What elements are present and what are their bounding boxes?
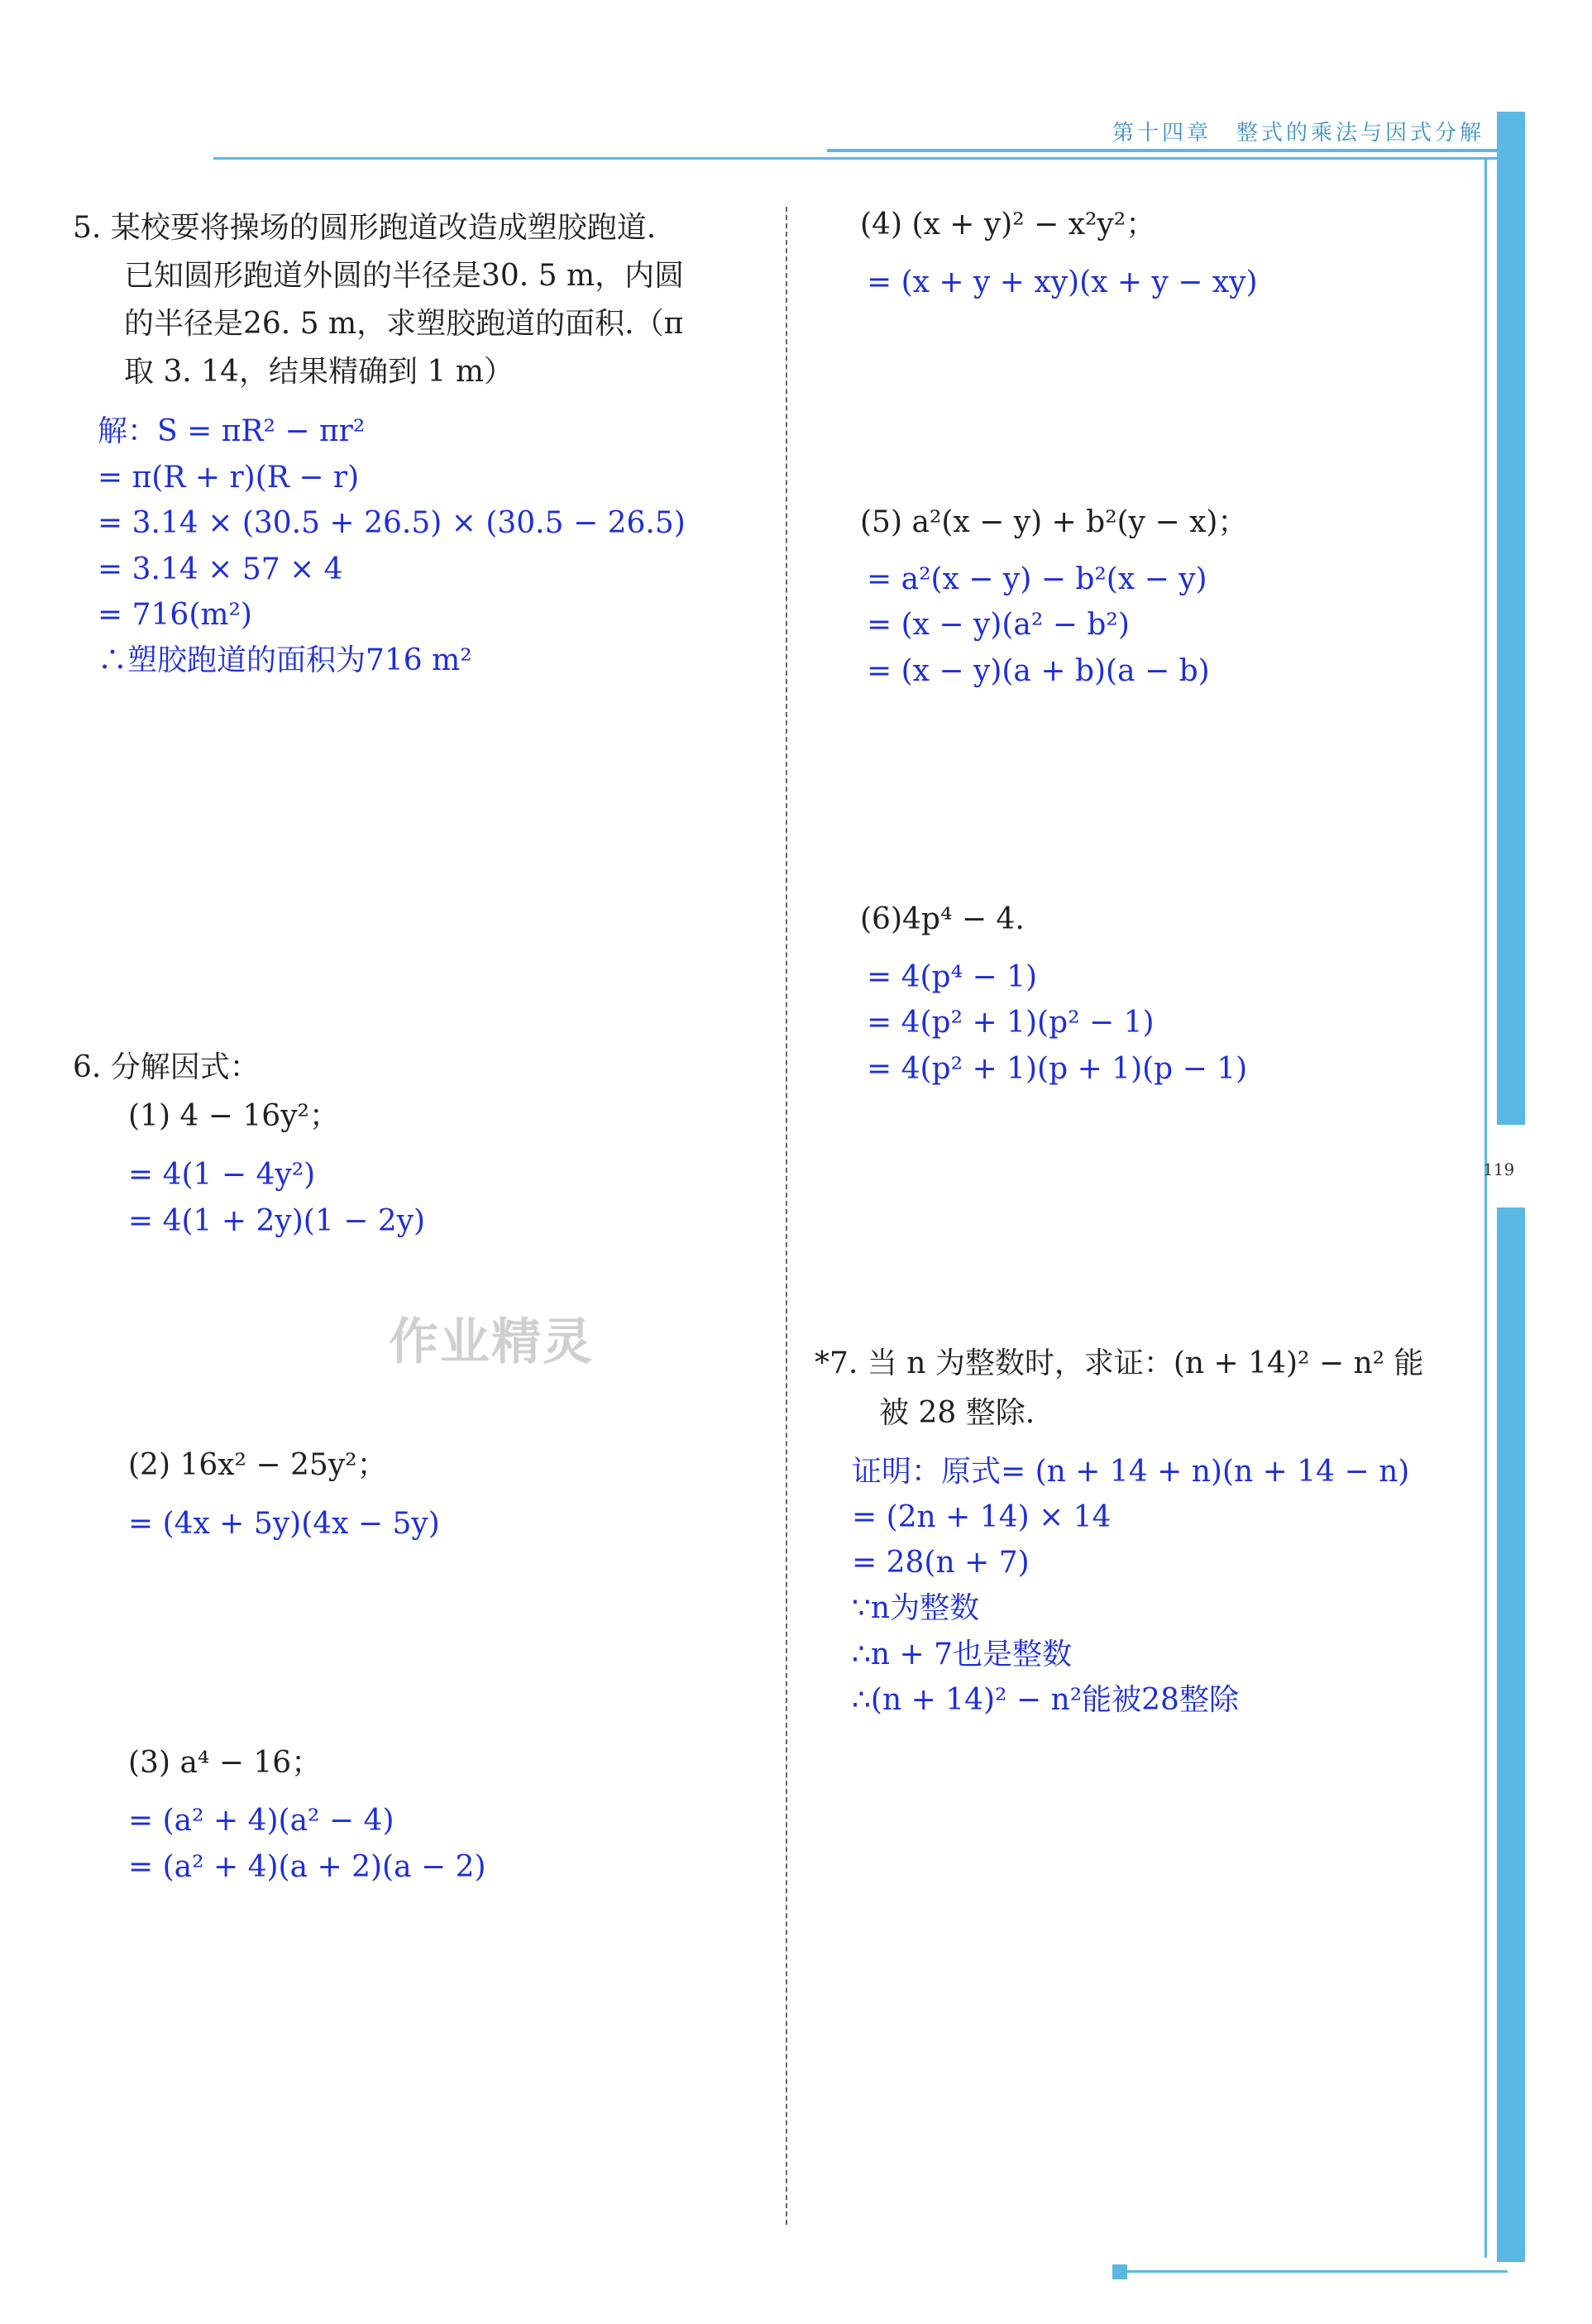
bottom-rule (1127, 2270, 1508, 2273)
q6-title: 6. 分解因式： (73, 1050, 260, 1084)
q5-answer-2: = π(R + r)(R − r) (98, 461, 360, 495)
watermark: 作业精灵 (389, 1313, 594, 1371)
q7-line-1: *7. 当 n 为整数时，求证：(n + 14)² − n² 能 (815, 1346, 1424, 1380)
q7-answer-5: ∴n + 7也是整数 (852, 1638, 1073, 1671)
q5-answer-5: = 716(m²) (98, 598, 252, 632)
chapter-title: 第十四章 整式的乘法与因式分解 (1112, 121, 1485, 146)
q6-part-5-answer-2: = (x − y)(a² − b²) (867, 608, 1130, 642)
right-margin-thin (1484, 157, 1487, 2258)
q6-part-4: (4) (x + y)² − x²y²； (860, 208, 1156, 241)
q6-part-5-answer-1: = a²(x − y) − b²(x − y) (867, 562, 1207, 596)
q5-answer-6: ∴塑胶跑道的面积为716 m² (98, 643, 472, 677)
q7-answer-3: = 28(n + 7) (852, 1546, 1030, 1580)
q6-part-6-answer-2: = 4(p² + 1)(p² − 1) (867, 1006, 1155, 1040)
q6-part-5: (5) a²(x − y) + b²(y − x)； (860, 505, 1248, 539)
right-margin-bar-lower (1497, 1207, 1525, 2262)
q5-answer-4: = 3.14 × 57 × 4 (98, 552, 343, 586)
q5-line-1: 5. 某校要将操场的圆形跑道改造成塑胶跑道. (73, 211, 657, 245)
q6-part-3-answer-2: = (a² + 4)(a + 2)(a − 2) (128, 1850, 486, 1884)
q5-answer-3: = 3.14 × (30.5 + 26.5) × (30.5 − 26.5) (98, 506, 686, 540)
q7-line-2: 被 28 整除. (879, 1396, 1035, 1430)
q5-line-3: 的半径是26. 5 m，求塑胶跑道的面积.（π (124, 307, 684, 341)
q6-part-1: (1) 4 − 16y²； (128, 1099, 339, 1133)
q6-part-4-answer-1: = (x + y + xy)(x + y − xy) (867, 265, 1258, 299)
q6-part-6: (6)4p⁴ − 4. (860, 902, 1025, 936)
q6-part-6-answer-3: = 4(p² + 1)(p + 1)(p − 1) (867, 1052, 1248, 1086)
q6-part-3: (3) a⁴ − 16； (128, 1746, 322, 1780)
q6-part-3-answer-1: = (a² + 4)(a² − 4) (128, 1804, 394, 1838)
header-rule-accent (827, 149, 1505, 152)
header-rule (213, 157, 1504, 160)
q7-answer-6: ∴(n + 14)² − n²能被28整除 (852, 1683, 1239, 1717)
q6-part-6-answer-1: = 4(p⁴ − 1) (867, 960, 1038, 994)
q6-part-5-answer-3: = (x − y)(a + b)(a − b) (867, 654, 1210, 688)
bottom-square (1112, 2264, 1127, 2279)
q5-answer-1: 解：S = πR² − πr² (98, 414, 366, 448)
q6-part-2-answer-1: = (4x + 5y)(4x − 5y) (128, 1507, 440, 1541)
column-divider (786, 207, 787, 2225)
q7-answer-1: 证明：原式= (n + 14 + n)(n + 14 − n) (852, 1455, 1410, 1489)
q7-answer-4: ∵n为整数 (852, 1591, 980, 1625)
q6-part-2: (2) 16x² − 25y²； (128, 1448, 387, 1482)
q5-line-4: 取 3. 14，结果精确到 1 m） (124, 355, 514, 389)
right-margin-bar (1497, 112, 1525, 1125)
q7-answer-2: = (2n + 14) × 14 (852, 1500, 1112, 1534)
q6-part-1-answer-2: = 4(1 + 2y)(1 − 2y) (128, 1204, 426, 1238)
page-number: 119 (1483, 1160, 1515, 1179)
q6-part-1-answer-1: = 4(1 − 4y²) (128, 1158, 316, 1192)
q5-line-2: 已知圆形跑道外圆的半径是30. 5 m，内圆 (124, 259, 685, 293)
